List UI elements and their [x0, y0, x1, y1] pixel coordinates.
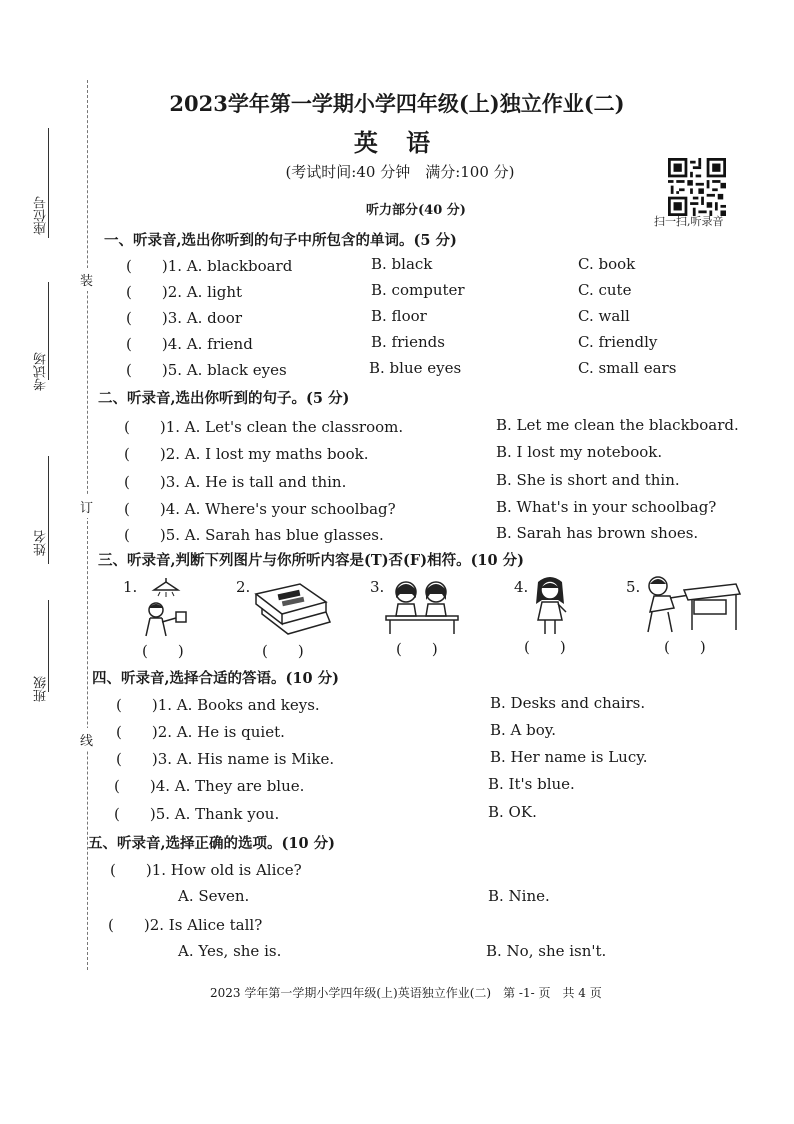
section1-title: 一、听录音,选出你听到的句子中所包含的单词。(5 分)	[104, 232, 457, 249]
s3-item5-blank[interactable]: ( )	[664, 638, 706, 656]
cleaning-desk-picture	[640, 572, 744, 634]
s3-item1-num: 1.	[123, 578, 138, 596]
section5-title: 五、听录音,选择正确的选项。(10 分)	[88, 835, 335, 852]
page-footer: 2023 学年第一学期小学四年级(上)英语独立作业(二) 第 -1- 页 共 4 页	[210, 986, 602, 1000]
section2-title: 二、听录音,选出你听到的句子。(5 分)	[98, 390, 350, 407]
s3-item3-num: 3.	[370, 578, 385, 596]
s4-q3-a[interactable]: ( )3. A. His name is Mike.	[116, 750, 335, 768]
s1-q5-a[interactable]: ( )5. A. black eyes	[126, 361, 287, 379]
s2-q5-b[interactable]: B. Sarah has brown shoes.	[496, 524, 699, 542]
subject-title: 英 语	[353, 128, 441, 157]
s4-q3-b[interactable]: B. Her name is Lucy.	[490, 748, 648, 766]
qr-code[interactable]	[668, 158, 726, 216]
s4-q4-b[interactable]: B. It's blue.	[488, 775, 575, 793]
s1-q2-c[interactable]: C. cute	[578, 281, 632, 299]
s5-q1-b[interactable]: B. Nine.	[488, 887, 550, 905]
s5-q2-b[interactable]: B. No, she isn't.	[486, 942, 607, 960]
girl-picture	[528, 574, 574, 638]
s5-q1-a[interactable]: A. Seven.	[178, 887, 250, 905]
s2-q1-b[interactable]: B. Let me clean the blackboard.	[496, 416, 739, 434]
s3-item4-blank[interactable]: ( )	[524, 638, 566, 656]
class-label: 班级	[34, 676, 49, 702]
s4-q5-a[interactable]: ( )5. A. Thank you.	[114, 805, 280, 823]
s4-q4-a[interactable]: ( )4. A. They are blue.	[114, 777, 305, 795]
s2-q2-b[interactable]: B. I lost my notebook.	[496, 443, 663, 461]
s3-item2-blank[interactable]: ( )	[262, 642, 304, 660]
s4-q1-b[interactable]: B. Desks and chairs.	[490, 694, 646, 712]
seat-number-label: 座位号	[34, 196, 49, 235]
s3-item4-num: 4.	[514, 578, 529, 596]
s4-q2-b[interactable]: B. A boy.	[490, 721, 557, 739]
s2-q5-a[interactable]: ( )5. A. Sarah has blue glasses.	[124, 526, 384, 544]
fold-char-ding: 订	[80, 495, 93, 518]
fold-char-zhuang: 装	[80, 268, 93, 291]
fold-char-xian: 线	[80, 728, 93, 751]
s2-q4-a[interactable]: ( )4. A. Where's your schoolbag?	[124, 500, 396, 518]
s4-q1-a[interactable]: ( )1. A. Books and keys.	[116, 696, 320, 714]
s1-q1-b[interactable]: B. black	[371, 255, 433, 273]
s1-q5-c[interactable]: C. small ears	[578, 359, 677, 377]
books-picture	[252, 580, 332, 638]
s1-q5-b[interactable]: B. blue eyes	[369, 359, 462, 377]
section4-title: 四、听录音,选择合适的答语。(10 分)	[92, 670, 339, 687]
s1-q4-a[interactable]: ( )4. A. friend	[126, 335, 253, 353]
s5-q1-question[interactable]: ( )1. How old is Alice?	[110, 861, 302, 879]
s1-q2-b[interactable]: B. computer	[371, 281, 465, 299]
boy-light-picture	[136, 578, 196, 640]
s1-q3-b[interactable]: B. floor	[371, 307, 427, 325]
s1-q3-c[interactable]: C. wall	[578, 307, 630, 325]
s1-q4-b[interactable]: B. friends	[371, 333, 445, 351]
s5-q2-a[interactable]: A. Yes, she is.	[178, 942, 282, 960]
listening-part-label: 听力部分(40 分)	[366, 203, 466, 218]
s4-q5-b[interactable]: B. OK.	[488, 803, 537, 821]
s1-q1-c[interactable]: C. book	[578, 255, 636, 273]
s5-q2-question[interactable]: ( )2. Is Alice tall?	[108, 916, 263, 934]
s3-item2-num: 2.	[236, 578, 251, 596]
s3-item3-blank[interactable]: ( )	[396, 640, 438, 658]
s1-q4-c[interactable]: C. friendly	[578, 333, 658, 351]
s1-q3-a[interactable]: ( )3. A. door	[126, 309, 242, 327]
s2-q3-a[interactable]: ( )3. A. He is tall and thin.	[124, 473, 347, 491]
s2-q3-b[interactable]: B. She is short and thin.	[496, 471, 680, 489]
name-label: 姓名	[34, 530, 49, 556]
s2-q1-a[interactable]: ( )1. A. Let's clean the classroom.	[124, 418, 404, 436]
s3-item1-blank[interactable]: ( )	[142, 642, 184, 660]
exam-title: 2023学年第一学期小学四年级(上)独立作业(二)	[169, 91, 625, 116]
s1-q1-a[interactable]: ( )1. A. blackboard	[126, 257, 293, 275]
exam-info: (考试时间:40 分钟 满分:100 分)	[285, 163, 515, 181]
section3-title: 三、听录音,判断下列图片与你所听内容是(T)否(F)相符。(10 分)	[98, 552, 525, 569]
two-girls-picture	[384, 576, 460, 636]
s3-item5-num: 5.	[626, 578, 641, 596]
s4-q2-a[interactable]: ( )2. A. He is quiet.	[116, 723, 285, 741]
qr-caption: 扫一扫,听录音	[654, 215, 724, 228]
exam-room-label: 考试场	[34, 352, 49, 391]
s2-q2-a[interactable]: ( )2. A. I lost my maths book.	[124, 445, 369, 463]
s2-q4-b[interactable]: B. What's in your schoolbag?	[496, 498, 717, 516]
s1-q2-a[interactable]: ( )2. A. light	[126, 283, 243, 301]
